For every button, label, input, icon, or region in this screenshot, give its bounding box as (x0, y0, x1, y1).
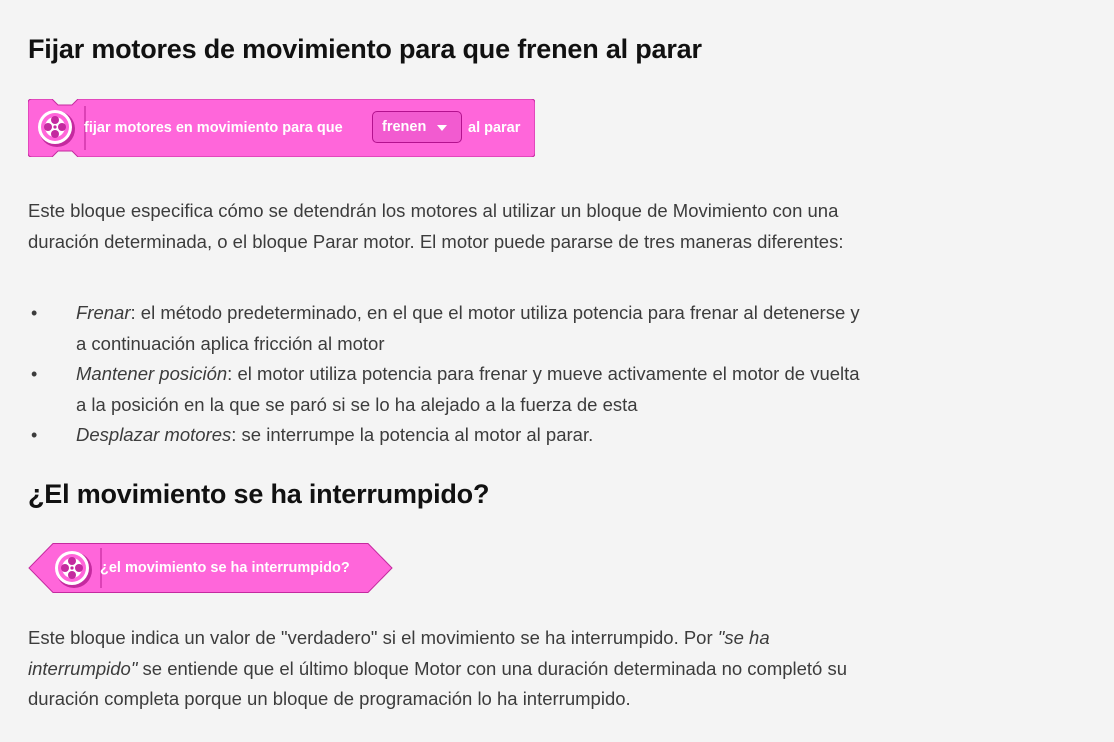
bullet-icon: • (31, 303, 38, 323)
block-label: ¿el movimiento se ha interrumpido? (100, 560, 350, 576)
bullet-icon: • (31, 425, 38, 445)
list-item (28, 420, 868, 451)
description-text: Este bloque indica un valor de "verdadero" si el movimiento se ha interrumpido. Por (28, 627, 718, 648)
list-term: Frenar (76, 302, 131, 323)
list-item (28, 359, 868, 420)
stop-methods-list (28, 298, 868, 451)
block-label-before: fijar motores en movimiento para que (84, 120, 343, 136)
stop-method-dropdown[interactable] (372, 111, 462, 143)
list-term: Desplazar motores (76, 424, 232, 445)
list-item (28, 298, 868, 359)
section1-description: Este bloque especifica cómo se detendrán los motores al utilizar un bloque de Movimiento con una duración determinada, o el bloque Parar motor. El motor puede pararse de tres maneras diferentes: (28, 200, 844, 252)
section2-description (28, 623, 858, 715)
list-text: : el método predeterminado, en el que el motor utiliza potencia para frenar al detenerse y a continuación aplica fricción al motor (76, 302, 860, 354)
bullet-icon: • (31, 364, 38, 384)
list-text: : el motor utiliza potencia para frenar y mueve activamente el motor de vuelta a la posición en la que se paró si se lo ha alejado a la fuerza de esta (76, 363, 860, 415)
description-emphasis: "se ha interrumpido" (28, 627, 770, 679)
movement-interrupted-block[interactable] (28, 543, 393, 593)
description-text: se entiende que el último bloque Motor con una duración determinada no completó su duración completa porque un bloque de programación lo ha interrumpido. (28, 657, 848, 709)
caret-down-icon (437, 125, 447, 131)
dropdown-value: frenen (382, 119, 427, 135)
section-heading-movement-interrupted: ¿El movimiento se ha interrumpido? (28, 479, 490, 509)
list-text: : se interrumpe la potencia al motor al parar. (231, 424, 594, 445)
list-term: Mantener posición (76, 363, 228, 384)
block-label-after: al parar (468, 120, 521, 136)
set-movement-motors-stop-block[interactable] (28, 99, 535, 157)
section-heading-set-stop-method: Fijar motores de movimiento para que frenen al parar (28, 34, 702, 64)
